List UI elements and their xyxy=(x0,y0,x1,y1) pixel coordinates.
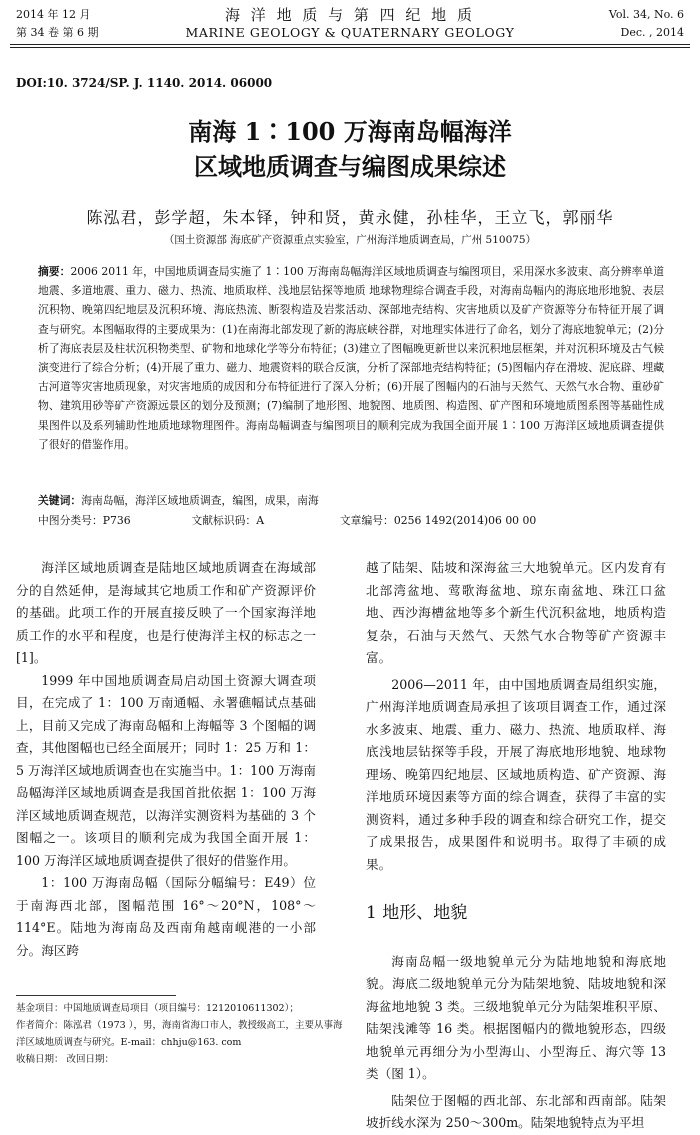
issue-date: 2014 年 12 月 xyxy=(16,8,91,21)
header-right xyxy=(609,6,684,42)
document-code: 文献标识码：A xyxy=(191,514,265,527)
abstract-text: 2006 2011 年，中国地质调查局实施了 1∶100 万海南岛幅海洋区域地质调查与编图项目，采用深水多波束、高分辨率单道地震、多道地震、重力、磁力、热流、地质取样、浅地层钻探等地质 地球物理综合调查手段，对海南岛幅内的海底地形地貌、表层沉积物、晚第四纪地层及沉积环境、海底热流、断裂构造及岩浆活动、深部地壳结构、灾害地质以及矿产资源等分布特征开展了调查与研究。本图幅取得的主要成果为：(1)在南海北部发现了新的海底峡谷群，对地理实体进行了命名，划分了海底地貌单元；(2)分析了海底表层及柱状沉积物类型、矿物和地球化学等分布特征；(3)建立了图幅晚更新世以来沉积地层框架，并对沉积环境及古气候演变进行了综合分析；(4)开展了重力、磁力、地震资料的联合反演，分析了深部地壳结构特征；(5)图幅内存在滑坡、泥底辟、埋藏古河道等灾害地质现象，对灾害地质的成因和分布特征进行了深入分析；(6)开展了图幅内的石油与天然气、天然气水合物、重砂矿物、建筑用砂等矿产资源远景区的划分及预测；(7)编制了地形图、地貌图、地质图、构造图、矿产图和环境地质图系图等基础性成果图件以及系列辅助性地质地球物理图件。海南岛幅调查与编图项目的顺利完成为我国全面开展 1∶100 万海洋区域地质调查提供了很好的借鉴作用。 xyxy=(38,265,664,451)
abstract-label: 摘要： xyxy=(38,265,71,278)
clc-number: 中图分类号：P736 xyxy=(38,514,131,527)
paragraph: 海洋区域地质调查是陆地区域地质调查在海域部分的自然延伸，是海域其它地质工作和矿产资源评价的基础。此项工作的开展直接反映了一个国家海洋地质工作的水平和程度，也是行使海洋主权的标志之一[1]。 xyxy=(16,560,316,665)
authors: 陈泓君，彭学超，朱本铎，钟和贤，黄永健，孙桂华，王立飞，郭丽华 xyxy=(86,208,614,227)
volume-issue-cn: 第 34 卷 第 6 期 xyxy=(16,26,99,39)
paragraph: 海南岛幅一级地貌单元分为陆地地貌和海底地貌。海底二级地貌单元分为陆架地貌、陆坡地貌和深海盆地地貌 3 类。三级地貌单元分为陆架堆积平原、陆架浅滩等 16 类。根据图幅内的微地貌形态，四级地貌单元再细分为小型海山、小型海丘、海穴等 13 类（图 1）。 xyxy=(366,953,666,1081)
volume-number: Vol. 34, No. 6 xyxy=(608,8,684,21)
abstract xyxy=(38,262,664,454)
keywords-text: 海南岛幅，海洋区域地质调查，编图，成果，南海 xyxy=(81,494,319,507)
left-column xyxy=(16,557,316,962)
journal-title-en: MARINE GEOLOGY & QUATERNARY GEOLOGY xyxy=(185,25,515,40)
paragraph: 1：100 万海南岛幅（国际分幅编号：E49）位于南海西北部，图幅范围 16°～20°N，108°～114°E。陆地为海南岛及西南角越南岘港的一小部分。海区跨 xyxy=(16,875,316,958)
paragraph: 2006—2011 年，由中国地质调查局组织实施，广州海洋地质调查局承担了该项目调查工作，通过深水多波束、地震、重力、磁力、热流、地质取样、海底浅地层钻探等手段，开展了海底地形地貌、地球物理场、晚第四纪地层、区域地质构造、矿产资源、海洋地质环境因素等方面的综合调查，获得了丰富的实测资料，通过多种手段的调查和综合研究工作，提交了成果报告，成果图件和说明书。取得了丰硕的成果。 xyxy=(366,676,666,872)
right-column xyxy=(366,557,666,1135)
section-heading: 1 地形、地貌 xyxy=(366,903,468,923)
classification xyxy=(38,513,664,528)
date-en: Dec. , 2014 xyxy=(620,26,684,39)
paragraph: 陆架位于图幅的西北部、东北部和西南部。陆架坡折线水深为 250～300m。陆架地貌特点为平坦 xyxy=(366,1092,666,1130)
footnote-rule xyxy=(16,995,176,996)
paper-title-line2: 区域地质调查与编图成果综述 xyxy=(194,152,506,181)
footnotes xyxy=(16,1000,346,1068)
keywords-label: 关键词： xyxy=(38,494,82,507)
header-rule-top xyxy=(10,44,690,45)
affiliation: （国土资源部 海底矿产资源重点实验室，广州海洋地质调查局，广州 510075） xyxy=(163,234,537,246)
keywords xyxy=(38,493,319,508)
header-center xyxy=(0,6,700,42)
paragraph: 越了陆架、陆坡和深海盆三大地貌单元。区内发育有北部湾盆地、莺歌海盆地、琼东南盆地、珠江口盆地、西沙海槽盆地等多个新生代沉积盆地，地质构造复杂，石油与天然气、天然气水合物等矿产资源丰富。 xyxy=(366,560,666,665)
journal-title-cn: 海 洋 地 质 与 第 四 纪 地 质 xyxy=(225,6,475,24)
article-number: 文章编号：0256 1492(2014)06 00 00 xyxy=(339,514,537,527)
footnote-funding: 基金项目：中国地质调查局项目（项目编号：1212010611302）； xyxy=(16,1003,299,1014)
paper-title-line1: 南海 1∶100 万海南岛幅海洋 xyxy=(188,117,512,146)
doi: DOI:10. 3724/SP. J. 1140. 2014. 06000 xyxy=(16,76,273,90)
paragraph: 1999 年中国地质调查局启动国土资源大调查项目，在完成了 1：100 万南通幅、永署礁幅试点基础上，目前又完成了海南岛幅和上海幅等 3 个图幅的调查，其他图幅也已经全面展开；同时 1：25 万和 1：5 万海洋区域地质调查也在实施当中。1：100 万海南岛幅海洋区域地质调查是我国首批依据 1：100 万海洋区域地质调查规范，以海洋实测资料为基础的 3 个图幅之一。该项目的顺利完成为我国全面开展 1：100 万海洋区域地质调查提供了很好的借鉴作用。 xyxy=(16,672,316,868)
footnote-dates: 收稿日期： 改回日期： xyxy=(16,1054,115,1065)
header-rule-bottom xyxy=(10,47,690,48)
footnote-author: 作者简介：陈泓君（1973 ），男，海南省海口市人，教授级高工，主要从事海洋区域地质调查与研究。E-mail：chhju@163. com xyxy=(16,1020,343,1048)
